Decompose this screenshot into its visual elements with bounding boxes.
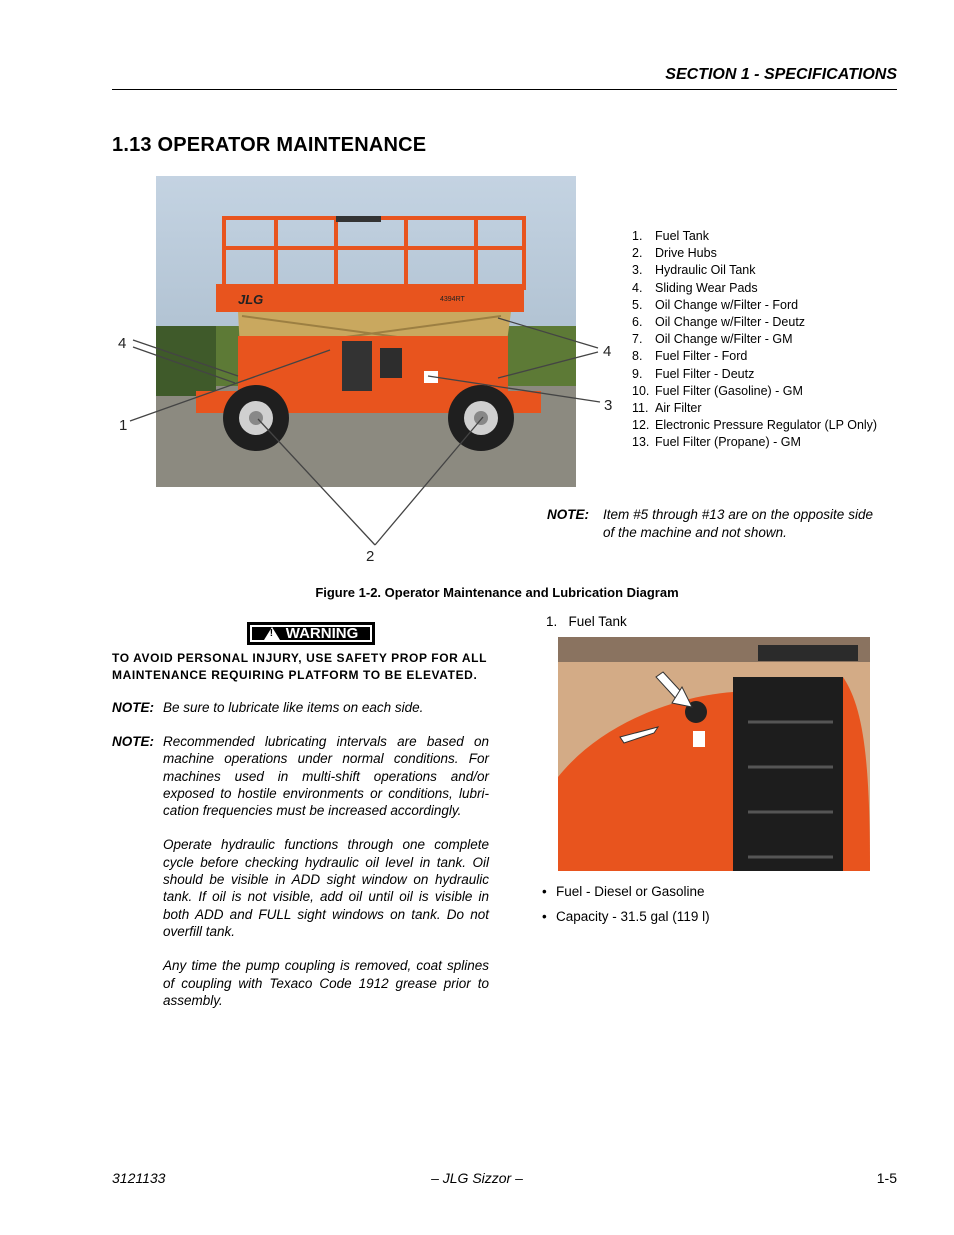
figure-note-label: NOTE: [547, 507, 589, 522]
parts-list-item: 4. Sliding Wear Pads [632, 280, 758, 295]
callout-1: 1 [119, 417, 128, 434]
note-paragraph: Recommended lubricating intervals are based on machine operations under normal conditions. For machines used in multi-shift operations and/or exposed to hostile environments or conditions, lubri-cation frequencies must be increased accordingly. [163, 734, 489, 819]
note-paragraph: Any time the pump coupling is removed, coat splines of coupling with Texaco Code 1912 grease prior to assembly. [163, 958, 489, 1008]
parts-list-item: 3. Hydraulic Oil Tank [632, 263, 756, 278]
parts-list-item: 2. Drive Hubs [632, 246, 717, 261]
fuel-tank-title: 1. Fuel Tank [546, 614, 627, 629]
model-number: 4394RT [440, 296, 465, 303]
parts-list-item: 8. Fuel Filter - Ford [632, 349, 748, 364]
parts-list-item: 11. Air Filter [632, 401, 702, 416]
note-intervals-text [163, 733, 489, 1009]
parts-list-item: 5. Oil Change w/Filter - Ford [632, 297, 799, 312]
parts-list-item: 9. Fuel Filter - Deutz [632, 366, 755, 381]
parts-list-item: 13. Fuel Filter (Propane) - GM [632, 435, 801, 450]
bullet-capacity: • Capacity - 31.5 gal (119 l) [542, 909, 710, 924]
parts-list [632, 228, 877, 452]
bullet-fuel: • Fuel - Diesel or Gasoline [542, 884, 705, 899]
warning-triangle-icon [264, 627, 280, 640]
section-header: SECTION 1 - SPECIFICATIONS [665, 66, 897, 83]
callout-3: 3 [604, 397, 613, 414]
page-number: 1-5 [876, 1170, 897, 1186]
note-lubricate: NOTE: Be sure to lubricate like items on each side. [112, 699, 489, 716]
section-heading: 1.13 OPERATOR MAINTENANCE [112, 134, 427, 156]
parts-list-item: 12. Electronic Pressure Regulator (LP Only) [632, 418, 878, 433]
note-paragraph: Operate hydraulic functions through one complete cycle before checking hydraulic oil level in tank. Oil should be visible in ADD sight window on hydraulic tank. If oil is not visible, add oil until oil is visible in both ADD and FULL sight windows on tank. Do not overfill tank. [163, 837, 489, 939]
figure-note [547, 506, 873, 542]
warning-badge [247, 622, 375, 645]
doc-number: 3121133 [112, 1170, 166, 1186]
figure-caption: Figure 1-2. Operator Maintenance and Lubrication Diagram [315, 585, 679, 600]
footer-title: – JLG Sizzor – [431, 1170, 523, 1186]
callout-4-left: 4 [118, 335, 127, 352]
parts-list-item: 6. Oil Change w/Filter - Deutz [632, 315, 806, 330]
warning-text: TO AVOID PERSONAL INJURY, USE SAFETY PROP FOR ALL MAINTENANCE REQUIRING PLATFORM TO BE ELEVATED. [112, 651, 487, 682]
note-intervals: NOTE: Recommended lubricating intervals are based on machine operations under normal conditions. For machines used in multi-shift operations and/or exposed to hostile environments or conditions, lubri-cation frequencies must be increased accordingly. Operate hydraulic functions through one complete cycle before checking hydraulic oil level in tank. Oil should be visible in ADD sight window on hydraulic tank. If oil is not visible, add oil until oil is visible in both ADD and FULL sight windows on tank. Do not overfill tank. Any time the pump coupling is removed, coat splines of coupling with Texaco Code 1912 grease prior to assembly. [112, 734, 489, 1008]
parts-list-item: 1. Fuel Tank [632, 229, 709, 243]
warning-label: WARNING [285, 625, 359, 642]
parts-list-item: 10. Fuel Filter (Gasoline) - GM [632, 383, 803, 398]
callout-2: 2 [366, 548, 375, 565]
jlg-logo: JLG [238, 292, 264, 307]
callout-4-right: 4 [603, 343, 612, 360]
parts-list-item: 7. Oil Change w/Filter - GM [632, 332, 793, 347]
fuel-tank-photo [558, 637, 870, 871]
note-lubricate-text: Be sure to lubricate like items on each side. [163, 700, 424, 715]
figure-note-text: Item #5 through #13 are on the opposite side of the machine and not shown. [603, 507, 873, 540]
